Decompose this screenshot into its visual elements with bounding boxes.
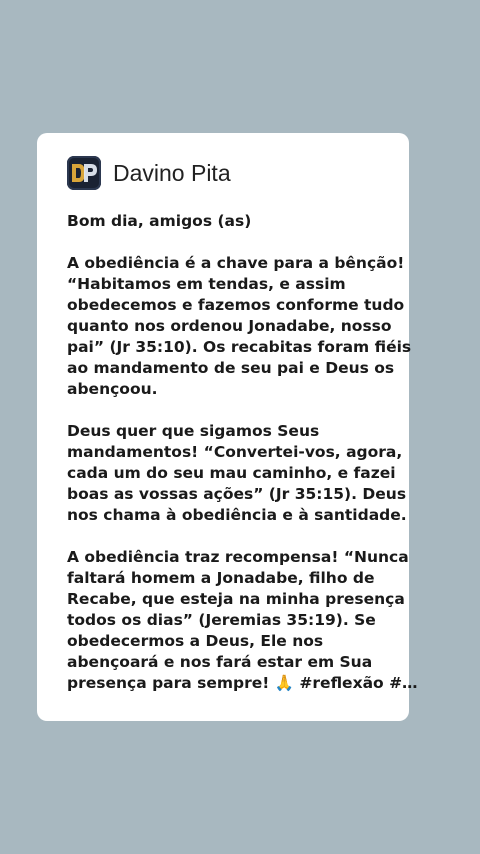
post-line: A obediência traz recompensa! “Nunca bbox=[67, 548, 409, 566]
post-line: A obediência é a chave para a bênção! bbox=[67, 254, 405, 272]
post-line: quanto nos ordenou Jonadabe, nosso bbox=[67, 317, 392, 335]
post-line-truncated[interactable]: presença para sempre! 🙏 #reflexão #… bbox=[67, 674, 418, 692]
post-line: Deus quer que sigamos Seus bbox=[67, 422, 320, 440]
post-text bbox=[67, 211, 418, 694]
greeting: Bom dia, amigos (as) bbox=[67, 212, 252, 230]
post-line: obedecemos e fazemos conforme tudo bbox=[67, 296, 405, 314]
post-line: pai” (Jr 35:10). Os recabitas foram fiéis bbox=[67, 338, 412, 356]
paragraph-2 bbox=[67, 421, 407, 526]
post-line: abençoará e nos fará estar em Sua bbox=[67, 653, 373, 671]
post-line: cada um do seu mau caminho, e fazei bbox=[67, 464, 396, 482]
post-card bbox=[37, 133, 418, 721]
post-line: mandamentos! “Convertei-vos, agora, bbox=[67, 443, 403, 461]
post-line: Recabe, que esteja na minha presença bbox=[67, 590, 405, 608]
dp-logo-icon[interactable] bbox=[67, 156, 101, 190]
post-line: ao mandamento de seu pai e Deus os bbox=[67, 359, 395, 377]
post-line: “Habitamos em tendas, e assim bbox=[67, 275, 346, 293]
post-line: boas as vossas ações” (Jr 35:15). Deus bbox=[67, 485, 407, 503]
post-header bbox=[67, 157, 379, 189]
post-line: faltará homem a Jonadabe, filho de bbox=[67, 569, 375, 587]
post-line: obedecermos a Deus, Ele nos bbox=[67, 632, 324, 650]
post-line: abençoou. bbox=[67, 380, 158, 398]
post-line: nos chama à obediência e à santidade. bbox=[67, 506, 407, 524]
paragraph-1 bbox=[67, 253, 412, 400]
post-line: todos os dias” (Jeremias 35:19). Se bbox=[67, 611, 376, 629]
paragraph-3 bbox=[67, 547, 418, 694]
author-name[interactable]: Davino Pita bbox=[113, 159, 231, 186]
